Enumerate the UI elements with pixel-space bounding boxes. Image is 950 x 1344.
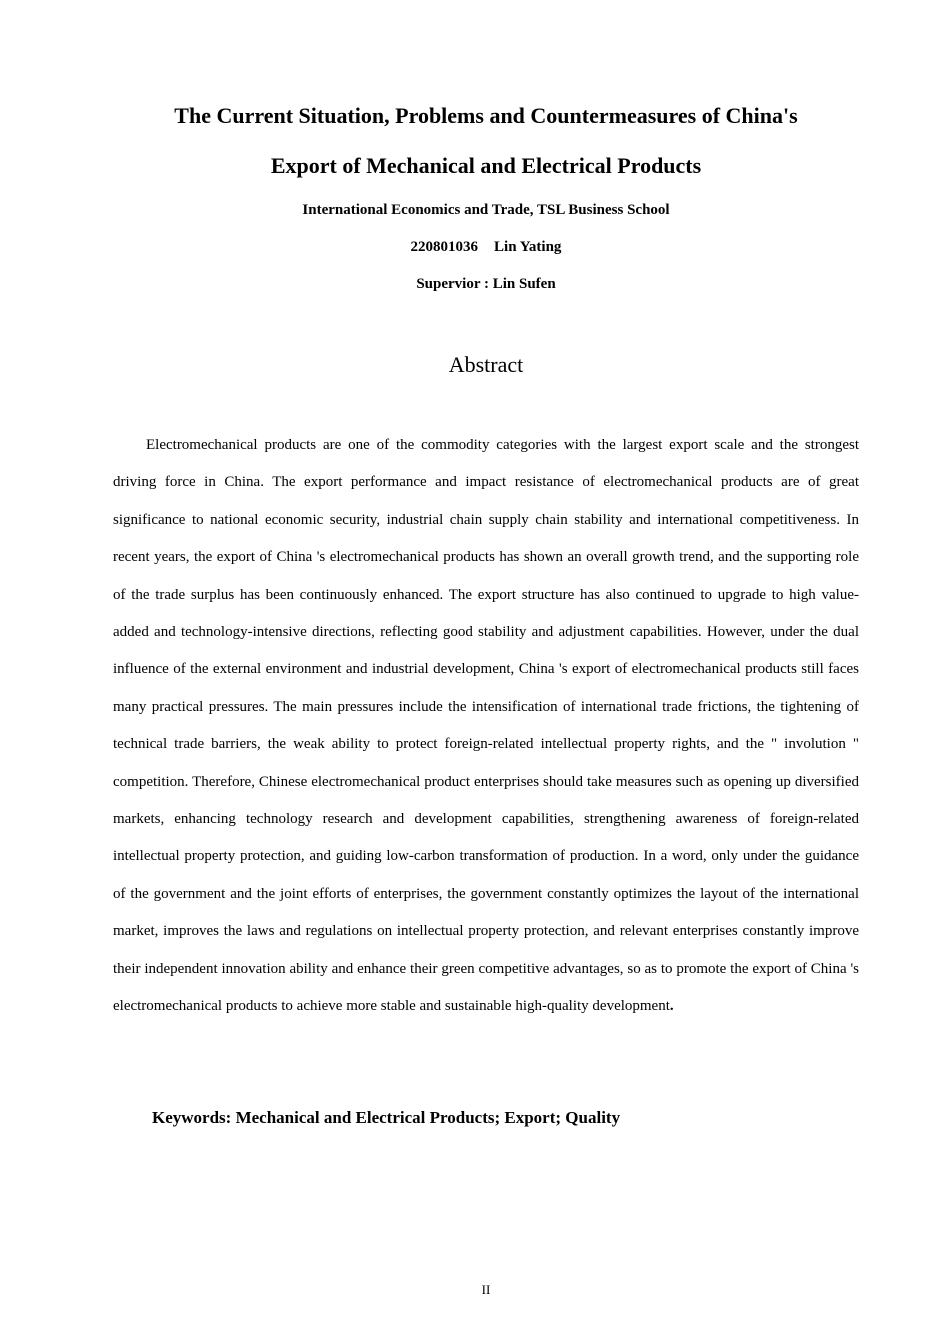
supervisor-line: Supervior : Lin Sufen bbox=[416, 276, 556, 292]
author-line bbox=[60, 237, 912, 257]
abstract-body bbox=[113, 427, 859, 1026]
school-affiliation: International Economics and Trade, TSL Business School bbox=[302, 202, 670, 218]
page-number: II bbox=[481, 1282, 491, 1297]
paper-title-line-1: The Current Situation, Problems and Countermeasures of China's bbox=[174, 103, 798, 128]
abstract-end-mark: . bbox=[669, 998, 674, 1015]
paper-title-line-2: Export of Mechanical and Electrical Products bbox=[270, 153, 702, 178]
author-name: Lin Yating bbox=[494, 239, 562, 255]
student-id: 220801036 bbox=[410, 239, 479, 255]
abstract-heading: Abstract bbox=[448, 352, 524, 377]
abstract-text: Electromechanical products are one of the commodity categories with the largest export scale and the strongest driving force in China. The export performance and impact resistance of electromechanical products are of great significance to national economic security, industrial chain supply chain stability and international competitiveness. In recent years, the export of China 's electromechanical products has shown an overall growth trend, and the supporting role of the trade surplus has been continuously enhanced. The export structure has also continued to upgrade to high value-added and technology-intensive directions, reflecting good stability and adjustment capabilities. However, under the dual influence of the external environment and industrial development, China 's export of electromechanical products still faces many practical pressures. The main pressures include the intensification of international trade frictions, the tightening of technical trade barriers, the weak ability to protect foreign-related intellectual property rights, and the " involution " competition. Therefore, Chinese electromechanical product enterprises should take measures such as opening up diversified markets, enhancing technology research and development capabilities, strengthening awareness of foreign-related intellectual property protection, and guiding low-carbon transformation of production. In a word, only under the guidance of the government and the joint efforts of enterprises, the government constantly optimizes the layout of the international market, improves the laws and regulations on intellectual property protection, and relevant enterprises constantly improve their independent innovation ability and enhance their green competitive advantages, so as to promote the export of China 's electromechanical products to achieve more stable and sustainable high-quality development bbox=[113, 437, 859, 1015]
keywords-line: Keywords: Mechanical and Electrical Products; Export; Quality bbox=[152, 1108, 621, 1127]
